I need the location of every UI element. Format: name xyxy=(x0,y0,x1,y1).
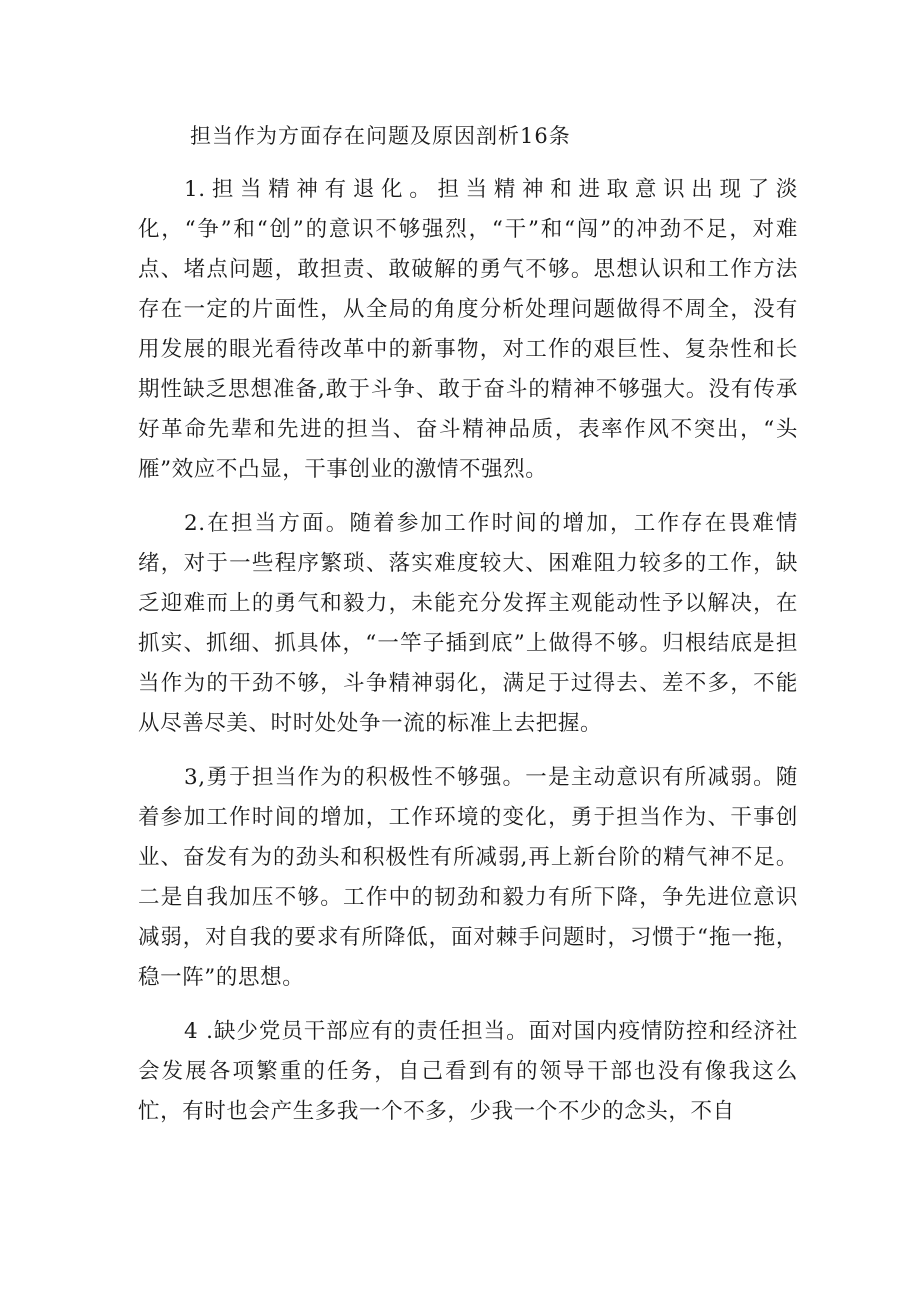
paragraph-2: 2.在担当方面。随着参加工作时间的增加，工作存在畏难情绪，对于一些程序繁琐、落实难度较大、困难阻力较多的工作，缺乏迎难而上的勇气和毅力，未能充分发挥主观能动性予以解决，在抓实、抓细、抓具体，“一竿子插到底”上做得不够。归根结底是担当作为的干劲不够，斗争精神弱化，满足于过得去、差不多，不能从尽善尽美、时时处处争一流的标准上去把握。 xyxy=(138,511,798,736)
paragraph-4: 4 .缺少党员干部应有的责任担当。面对国内疫情防控和经济社会发展各项繁重的任务，自己看到有的领导干部也没有像我这么忙，有时也会产生多我一个不多，少我一个不少的念头，不自 xyxy=(138,1019,798,1124)
paragraph-3: 3,勇于担当作为的积极性不够强。一是主动意识有所减弱。随着参加工作时间的增加，工作环境的变化，勇于担当作为、干事创业、奋发有为的劲头和积极性有所减弱,再上新台阶的精气神不足。二是自我加压不够。工作中的韧劲和毅力有所下降，争先进位意识减弱，对自我的要求有所降低，面对棘手问题时，习惯于“拖一拖，稳一阵”的思想。 xyxy=(138,765,798,990)
document-title: 担当作为方面存在问题及原因剖析16条 xyxy=(190,124,571,148)
document-page xyxy=(138,116,798,1146)
paragraph-1: 1.担当精神有退化。担当精神和进取意识出现了淡化，“争”和“创”的意识不够强烈，“干”和“闯”的冲劲不足，对难点、堵点问题，敢担责、敢破解的勇气不够。思想认识和工作方法存在一定的片面性，从全局的角度分析处理问题做得不周全，没有用发展的眼光看待改革中的新事物，对工作的艰巨性、复杂性和长期性缺乏思想准备,敢于斗争、敢于奋斗的精神不够强大。没有传承好革命先辈和先进的担当、奋斗精神品质，表率作风不突出，“头雁”效应不凸显，干事创业的激情不强烈。 xyxy=(138,177,798,482)
